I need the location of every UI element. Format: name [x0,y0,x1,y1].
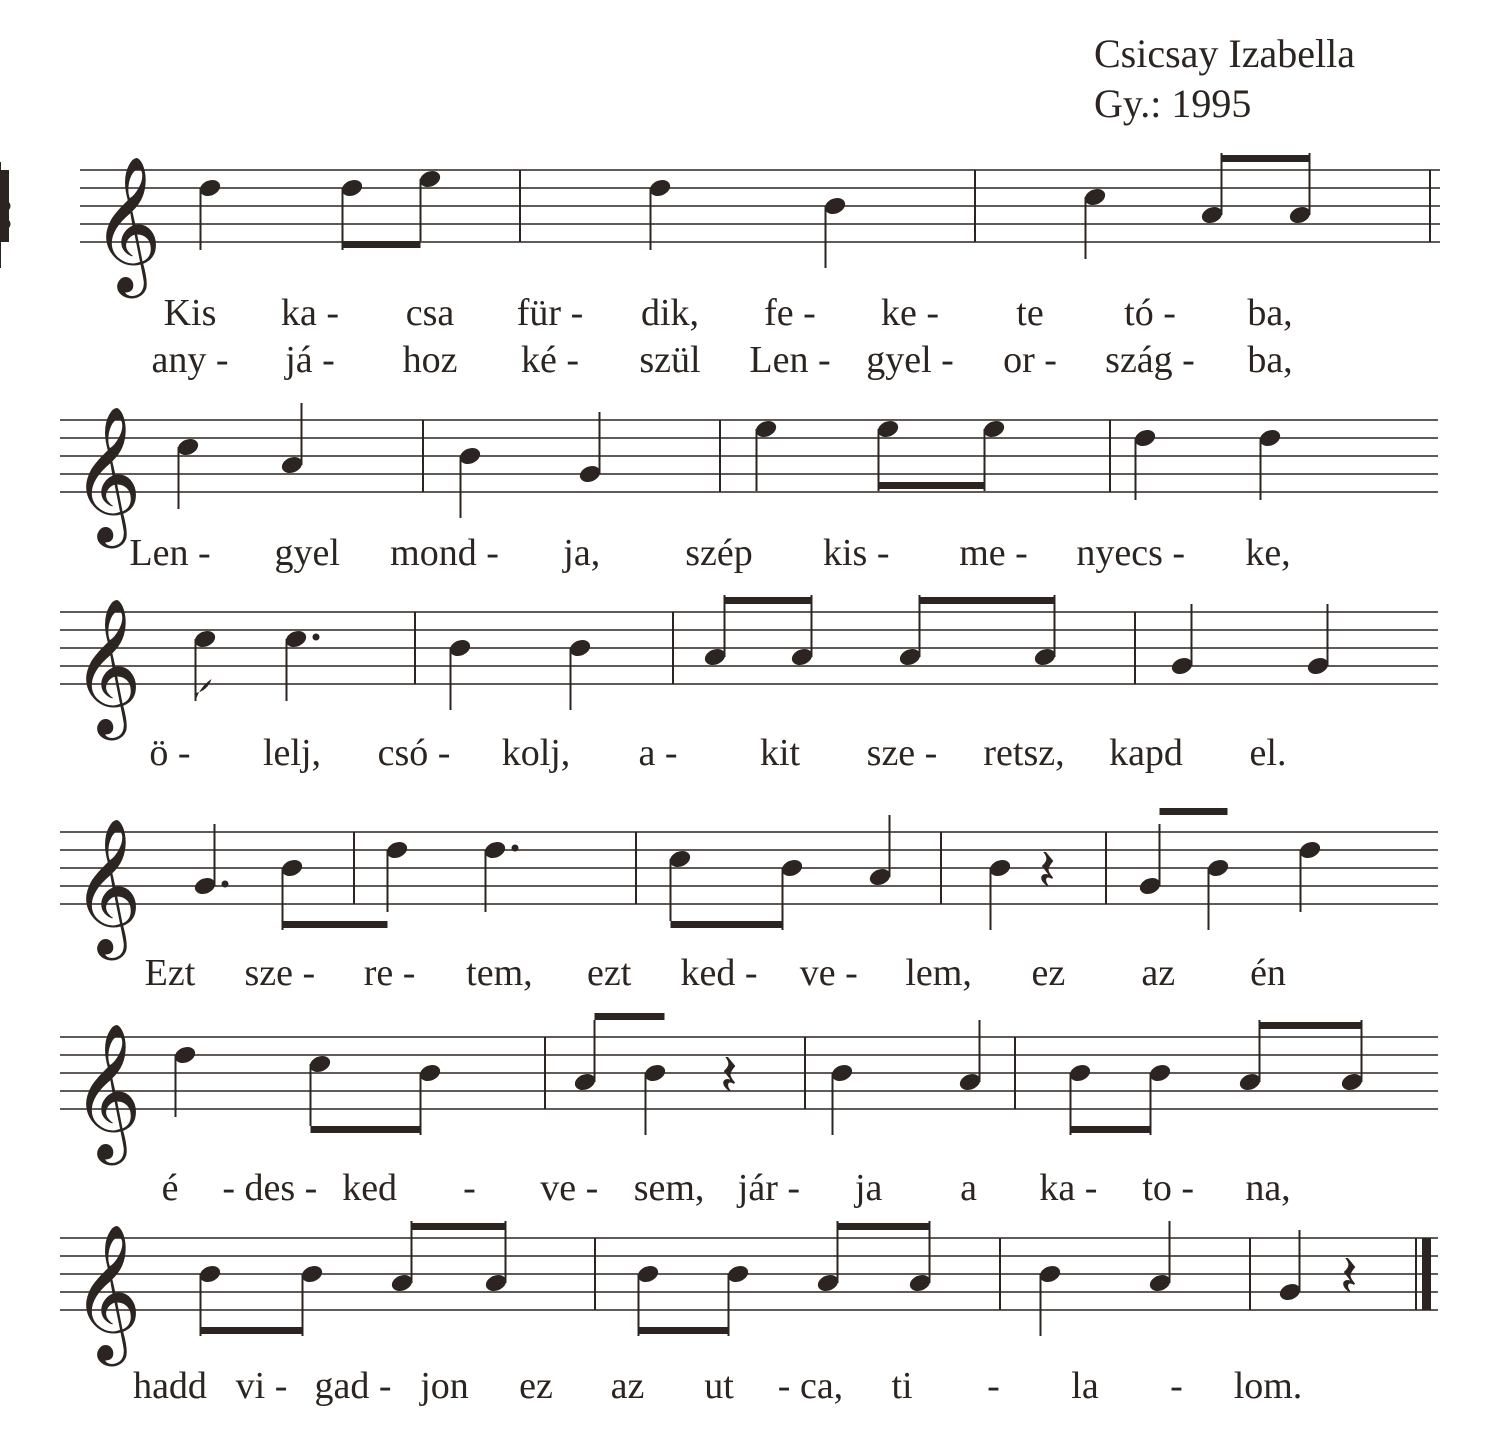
lyric-syllable: sze - [866,732,938,774]
lyric-syllable: ez [519,1365,553,1407]
lyric-syllable: ezt [587,952,632,994]
beam [412,1223,506,1230]
augmentation-dot [512,845,519,852]
lyric-syllable: tem, [466,952,533,994]
lyric-syllable: a [960,1167,977,1209]
lyric-syllable: mond - [390,532,499,574]
lyric-syllable: kolj, [501,732,571,774]
treble-clef-icon: 𝄞 [72,1222,142,1360]
lyric-syllable: ka - [1039,1167,1098,1209]
lyric-syllable: gad - [314,1365,392,1407]
source-credit: Gy.: 1995 [1094,81,1252,126]
lyric-syllable: hadd [133,1365,207,1407]
lyric-syllable: Len - [129,532,211,574]
lyric-syllable: el. [1249,732,1287,774]
lyric-syllable: - [463,1167,476,1209]
beam [879,482,985,489]
lyric-syllable: gyel - [866,339,954,381]
lyric-syllable: ka - [280,292,340,334]
lyric-syllable: az [1141,952,1176,994]
lyric-syllable: vi - [235,1365,288,1407]
beam [1071,1126,1151,1133]
lyric-syllable: lom. [1233,1365,1303,1407]
treble-clef-icon: 𝄞 [92,154,162,292]
lyric-syllable: dik, [640,292,700,334]
beam [1160,808,1228,815]
lyric-syllable: - des - [222,1167,318,1209]
beam [311,1126,421,1133]
lyric-syllable: - [1170,1365,1183,1407]
lyric-syllable: te [1016,292,1044,334]
lyric-syllable: ve - [540,1167,599,1209]
lyric-syllable: csó - [377,732,451,774]
lyric-syllable: ba, [1247,292,1293,334]
quarter-rest-icon: 𝄽 [720,1041,738,1109]
lyric-syllable: kis - [823,532,890,574]
beam [343,241,421,248]
lyric-syllable: ba, [1247,339,1293,381]
lyric-syllable: ut [704,1365,734,1407]
beam [838,1223,930,1230]
lyric-syllable: ti [891,1365,913,1407]
lyric-syllable: a - [638,732,678,774]
lyric-syllable: Len - [749,339,831,381]
beam [201,1327,303,1334]
lyric-syllable: any - [151,339,229,381]
beam [1222,155,1310,162]
lyric-syllable: ked - [680,952,758,994]
staff-system [60,403,1438,574]
augmentation-dot [222,881,229,888]
lyric-syllable: é [161,1167,179,1209]
lyric-syllable: re - [363,952,416,994]
treble-clef-icon: 𝄞 [72,404,142,542]
lyric-syllable: lem, [905,952,972,994]
lyric-syllable: szül [639,339,701,381]
lyric-syllable: na, [1245,1167,1291,1209]
beam [595,1013,665,1020]
lyric-syllable: szág - [1105,339,1195,381]
staff-system [60,1013,1438,1209]
lyric-syllable: ez [1031,952,1066,994]
lyric-syllable: sze - [244,952,316,994]
lyric-syllable: az [610,1365,645,1407]
staff-system [60,595,1438,774]
lyric-syllable: fe - [764,292,816,334]
lyric-syllable: - [987,1365,1000,1407]
beam [725,597,812,604]
quarter-rest-icon: 𝄽 [1038,836,1056,904]
treble-clef-icon: 𝄞 [72,816,142,954]
staff-system [60,1221,1438,1407]
lyric-syllable: jon [420,1365,469,1407]
lyric-syllable: já - [285,339,335,381]
beam [639,1327,729,1334]
lyric-syllable: sem, [633,1167,705,1209]
beam [283,921,388,928]
lyric-syllable: jár - [737,1167,801,1209]
lyric-syllable: hoz [402,339,458,381]
barline-thick [1422,1238,1431,1310]
staff-system [0,153,1440,381]
author-credit: Csicsay Izabella [1094,31,1355,76]
lyric-syllable: retsz, [983,732,1065,774]
lyric-syllable: ve - [799,952,858,994]
staff-system [60,808,1438,994]
lyric-syllable: to - [1142,1167,1195,1209]
beam [671,921,783,928]
treble-clef-icon: 𝄞 [72,1021,142,1159]
lyric-syllable: - ca, [777,1365,844,1407]
lyric-syllable: nyecs - [1076,532,1186,574]
lyric-syllable: la [1071,1365,1099,1407]
lyric-syllable: für - [516,292,584,334]
lyric-syllable: tó - [1124,292,1176,334]
lyric-syllable: Ezt [144,952,196,994]
quarter-rest-icon: 𝄽 [1340,1242,1358,1310]
lyric-syllable: ké - [520,339,580,381]
barline-thick [0,170,9,242]
lyric-syllable: ö - [149,732,191,774]
lyric-syllable: kit [759,732,801,774]
lyric-syllable: ja, [563,532,601,574]
lyric-syllable: csa [405,292,455,334]
lyric-syllable: ked [342,1167,398,1209]
lyric-syllable: ke, [1245,532,1291,574]
lyric-syllable: me - [959,532,1028,574]
lyric-syllable: ja [855,1167,883,1209]
treble-clef-icon: 𝄞 [72,596,142,734]
augmentation-dot [313,634,320,641]
lyric-syllable: or - [1003,339,1057,381]
note-flag [196,679,212,701]
lyric-syllable: ke - [880,292,940,334]
beam [920,597,1055,604]
lyric-syllable: gyel [274,532,340,574]
lyric-syllable: Kis [163,292,217,334]
lyric-syllable: szép [685,532,753,574]
lyric-syllable: én [1250,952,1286,994]
lyric-syllable: kapd [1109,732,1183,774]
beam [1260,1022,1362,1029]
lyric-syllable: lelj, [262,732,322,774]
